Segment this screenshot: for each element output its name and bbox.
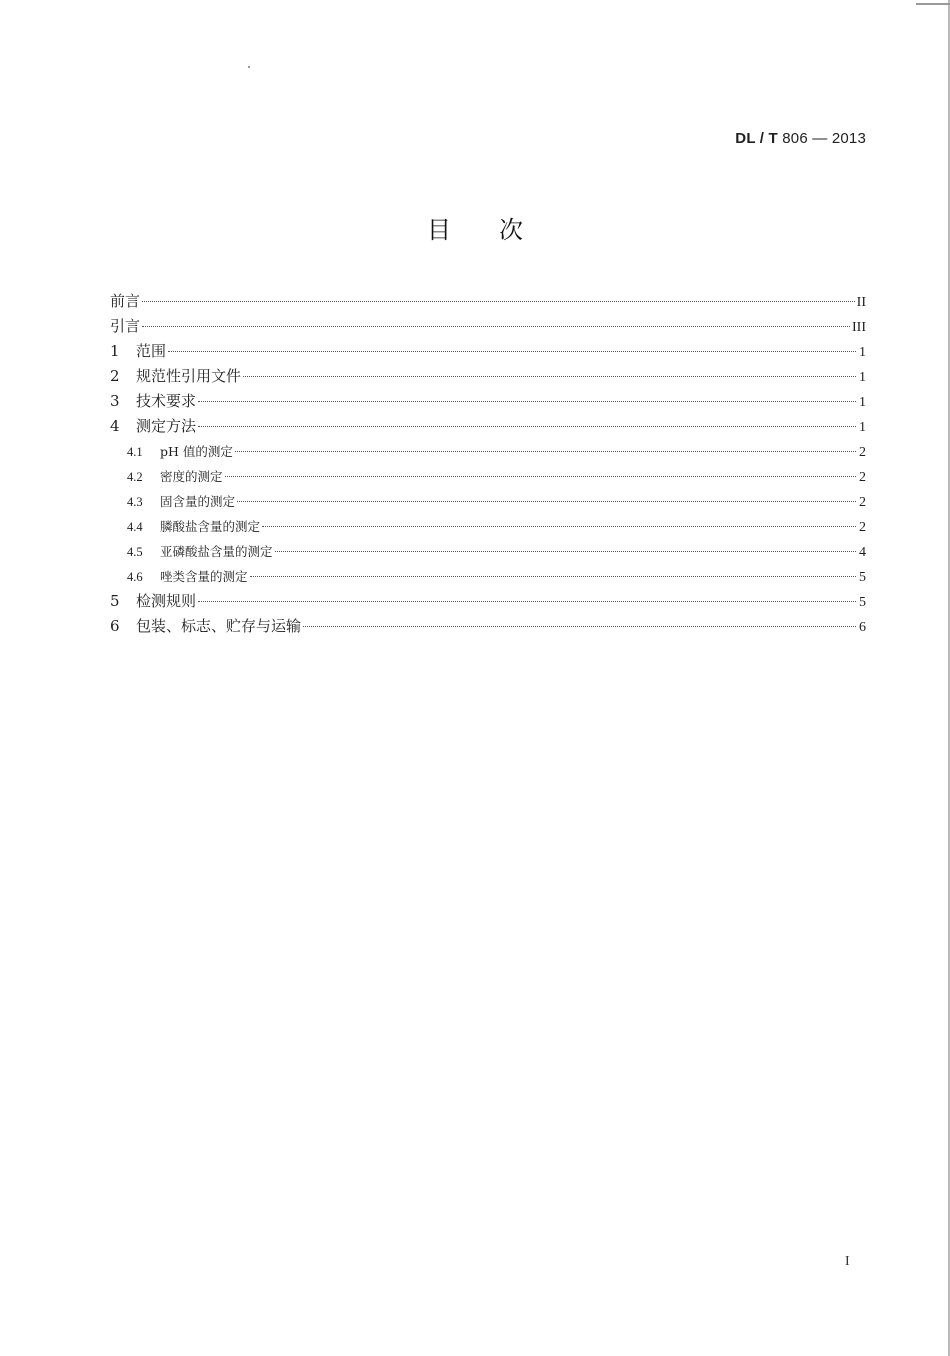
toc-entry-number: 4.4 bbox=[127, 520, 143, 534]
toc-entry[interactable] bbox=[110, 364, 866, 389]
toc-entry-label: 检测规则 bbox=[136, 592, 197, 610]
toc-dot-leader bbox=[275, 550, 856, 552]
table-of-contents bbox=[110, 289, 866, 639]
toc-dot-leader bbox=[303, 625, 856, 627]
toc-dot-leader bbox=[198, 425, 856, 427]
toc-entry-page: III bbox=[852, 320, 866, 335]
toc-entry-label: 技术要求 bbox=[136, 392, 197, 410]
toc-entry-label: 固含量的测定 bbox=[160, 494, 236, 509]
toc-dot-leader bbox=[198, 400, 856, 402]
toc-entry-page: 2 bbox=[859, 470, 866, 485]
toc-dot-leader bbox=[243, 375, 856, 377]
standard-code-prefix: DL / T bbox=[735, 130, 778, 147]
toc-entry-page: 6 bbox=[859, 620, 866, 635]
toc-dot-leader bbox=[142, 300, 855, 302]
toc-entry-page: 2 bbox=[859, 445, 866, 460]
toc-dot-leader bbox=[225, 475, 856, 477]
toc-entry[interactable] bbox=[110, 339, 866, 364]
toc-dot-leader bbox=[198, 600, 856, 602]
toc-entry[interactable] bbox=[110, 314, 866, 339]
toc-entry-label: 密度的测定 bbox=[160, 469, 223, 484]
toc-dot-leader bbox=[237, 500, 856, 502]
toc-entry-label: pH 值的测定 bbox=[160, 444, 233, 459]
toc-entry[interactable] bbox=[110, 389, 866, 414]
scan-corner-mark bbox=[916, 3, 950, 5]
toc-entry-page: 1 bbox=[859, 395, 866, 410]
toc-entry-number: 4 bbox=[110, 417, 120, 435]
toc-entry-number: 4.6 bbox=[127, 570, 143, 584]
toc-entry-page: 2 bbox=[859, 520, 866, 535]
toc-entry[interactable] bbox=[110, 289, 866, 314]
toc-dot-leader bbox=[262, 525, 856, 527]
page-number: I bbox=[845, 1254, 850, 1269]
toc-entry-number: 4.3 bbox=[127, 495, 143, 509]
toc-dot-leader bbox=[168, 350, 856, 352]
toc-dot-leader bbox=[235, 450, 856, 452]
toc-dot-leader bbox=[142, 325, 850, 327]
toc-entry-label: 膦酸盐含量的测定 bbox=[160, 519, 261, 534]
toc-entry[interactable] bbox=[110, 539, 866, 564]
toc-entry-number: 4.2 bbox=[127, 470, 143, 484]
toc-entry[interactable] bbox=[110, 464, 866, 489]
toc-entry[interactable] bbox=[110, 514, 866, 539]
toc-title: 目次 bbox=[427, 216, 571, 244]
toc-entry-page: 5 bbox=[859, 595, 866, 610]
toc-entry-number: 3 bbox=[110, 392, 120, 410]
toc-entry[interactable] bbox=[110, 614, 866, 639]
toc-entry-label: 包装、标志、贮存与运输 bbox=[136, 617, 302, 635]
toc-entry-label: 唑类含量的测定 bbox=[160, 569, 248, 584]
toc-entry-label: 引言 bbox=[110, 317, 141, 335]
toc-dot-leader bbox=[250, 575, 856, 577]
toc-entry-label: 亚磷酸盐含量的测定 bbox=[160, 544, 273, 559]
toc-entry-label: 前言 bbox=[110, 292, 141, 310]
toc-entry-number: 6 bbox=[110, 617, 120, 635]
toc-entry-number: 4.5 bbox=[127, 545, 143, 559]
toc-entry[interactable] bbox=[110, 564, 866, 589]
scan-speck bbox=[248, 66, 250, 68]
toc-entry-number: 1 bbox=[110, 342, 120, 360]
toc-entry[interactable] bbox=[110, 414, 866, 439]
toc-entry-page: 5 bbox=[859, 570, 866, 585]
toc-entry-number: 2 bbox=[110, 367, 120, 385]
toc-entry-number: 4.1 bbox=[127, 445, 143, 459]
toc-entry-page: 1 bbox=[859, 420, 866, 435]
toc-entry-page: 4 bbox=[859, 545, 866, 560]
toc-entry-page: II bbox=[856, 295, 866, 310]
toc-entry-label: 规范性引用文件 bbox=[136, 367, 242, 385]
toc-entry[interactable] bbox=[110, 439, 866, 464]
toc-entry-page: 1 bbox=[859, 345, 866, 360]
standard-code-number: 806 — 2013 bbox=[782, 130, 866, 147]
toc-entry-page: 2 bbox=[859, 495, 866, 510]
toc-entry-number: 5 bbox=[110, 592, 120, 610]
toc-entry[interactable] bbox=[110, 589, 866, 614]
toc-entry[interactable] bbox=[110, 489, 866, 514]
toc-entry-label: 测定方法 bbox=[136, 417, 197, 435]
toc-entry-label: 范围 bbox=[136, 342, 167, 360]
toc-entry-page: 1 bbox=[859, 370, 866, 385]
standard-code bbox=[735, 130, 866, 147]
